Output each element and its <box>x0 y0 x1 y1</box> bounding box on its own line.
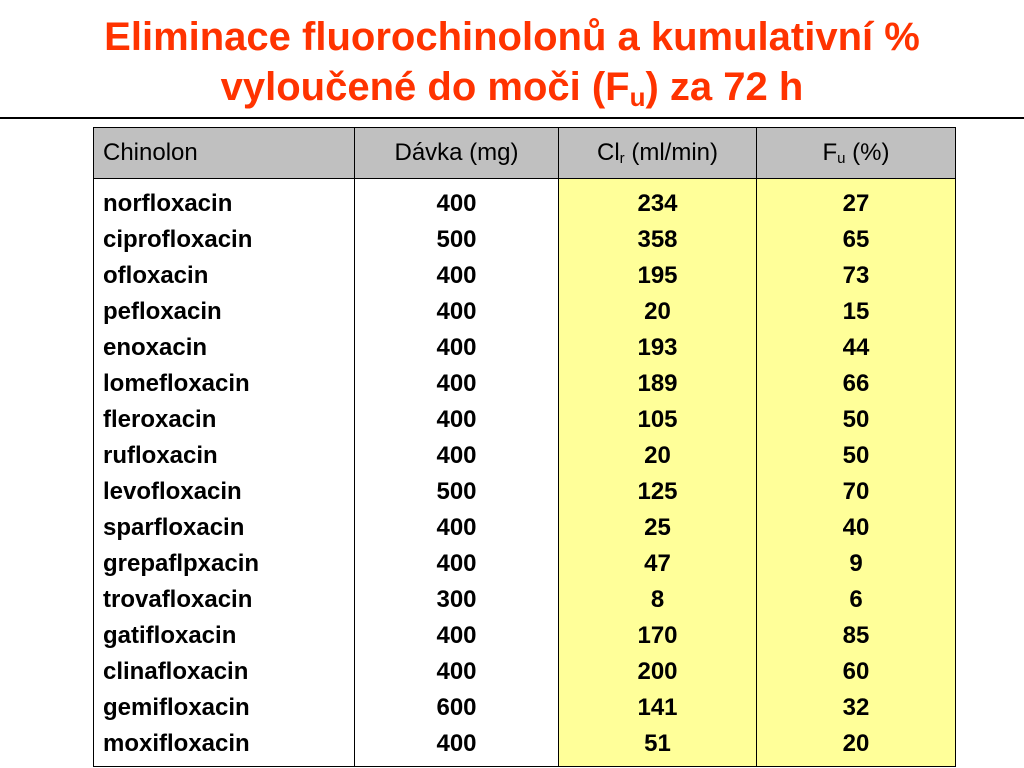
clearance-value: 20 <box>644 298 671 325</box>
title-line-2 <box>0 62 1024 112</box>
fu-value: 40 <box>842 514 870 541</box>
chinolon-name: rufloxacin <box>103 442 218 469</box>
dose-value: 400 <box>436 190 477 217</box>
dose-value: 400 <box>436 550 477 577</box>
fu-value: 66 <box>842 370 870 397</box>
dose-value: 300 <box>436 586 477 613</box>
clearance-value: 20 <box>644 442 671 469</box>
fu-value: 20 <box>842 730 870 757</box>
title-divider <box>0 117 1024 119</box>
dose-value: 400 <box>436 442 477 469</box>
title-line-2-start: vyloučené do moči (F <box>220 65 630 109</box>
clearance-value: 193 <box>637 334 678 361</box>
chinolon-name: sparfloxacin <box>103 514 245 541</box>
chinolon-name: ciprofloxacin <box>103 226 253 253</box>
chinolon-name: fleroxacin <box>103 406 217 433</box>
dose-value: 600 <box>436 694 477 721</box>
title-subscript: u <box>629 82 646 112</box>
dose-value: 400 <box>436 406 477 433</box>
header-fu-unit: (%) <box>845 139 890 166</box>
header-dose: Dávka (mg) <box>355 128 559 179</box>
dose-value: 500 <box>436 478 477 505</box>
clearance-value: 170 <box>637 622 678 649</box>
clearance-value: 234 <box>637 190 678 217</box>
dose-value: 400 <box>436 370 477 397</box>
header-clearance <box>559 128 757 179</box>
header-fu-main: F <box>822 139 838 166</box>
fu-value: 50 <box>842 442 870 469</box>
clearance-value: 25 <box>644 514 671 541</box>
clearance-value: 51 <box>644 730 671 757</box>
chinolon-name: norfloxacin <box>103 190 233 217</box>
fu-value: 65 <box>842 226 870 253</box>
column-clearance-values <box>559 179 757 767</box>
chinolon-name: pefloxacin <box>103 298 222 325</box>
chinolon-name: gatifloxacin <box>103 622 237 649</box>
clearance-value: 195 <box>637 262 678 289</box>
dose-value: 400 <box>436 658 477 685</box>
header-clearance-unit: (ml/min) <box>624 139 718 166</box>
fu-value: 32 <box>842 694 870 721</box>
title-line-2-end: ) za 72 h <box>645 65 804 109</box>
clearance-value: 141 <box>637 694 678 721</box>
table-header <box>94 128 956 179</box>
chinolon-name: lomefloxacin <box>103 370 250 397</box>
chinolon-name: gemifloxacin <box>103 694 250 721</box>
clearance-value: 189 <box>637 370 678 397</box>
dose-value: 400 <box>436 262 477 289</box>
slide-title <box>0 12 1024 112</box>
body-row <box>94 179 956 767</box>
chinolon-name: clinafloxacin <box>103 658 249 685</box>
header-clearance-sub: r <box>619 150 625 167</box>
chinolon-name: grepaflpxacin <box>103 550 260 577</box>
header-chinolon: Chinolon <box>94 128 355 179</box>
dose-value: 400 <box>436 730 477 757</box>
fu-value: 85 <box>842 622 870 649</box>
dose-value: 400 <box>436 514 477 541</box>
chinolon-name: trovafloxacin <box>103 586 253 613</box>
fu-value: 15 <box>842 298 870 325</box>
fu-value: 50 <box>842 406 870 433</box>
chinolon-name: enoxacin <box>103 334 208 361</box>
fu-value: 70 <box>842 478 870 505</box>
fu-value: 60 <box>842 658 870 685</box>
table-body <box>94 179 956 767</box>
fu-value: 44 <box>842 334 870 361</box>
fu-value: 73 <box>842 262 870 289</box>
chinolon-name: levofloxacin <box>103 478 242 505</box>
dose-value: 400 <box>436 334 477 361</box>
clearance-value: 200 <box>637 658 678 685</box>
header-fu <box>757 128 956 179</box>
header-clearance-main: Cl <box>597 139 620 166</box>
column-dose-values <box>355 179 559 767</box>
dose-value: 500 <box>436 226 477 253</box>
header-row <box>94 128 956 179</box>
dose-value: 400 <box>436 298 477 325</box>
chinolon-name: ofloxacin <box>103 262 209 289</box>
clearance-value: 47 <box>644 550 671 577</box>
elimination-table <box>93 127 956 767</box>
column-chinolon-values <box>94 179 355 767</box>
column-fu-values <box>757 179 956 767</box>
dose-value: 400 <box>436 622 477 649</box>
clearance-value: 8 <box>650 586 665 613</box>
clearance-value: 125 <box>637 478 678 505</box>
fu-value: 6 <box>849 586 863 613</box>
fu-value: 9 <box>849 550 863 577</box>
fu-value: 27 <box>842 190 870 217</box>
clearance-value: 105 <box>637 406 678 433</box>
chinolon-name: moxifloxacin <box>103 730 250 757</box>
title-line-1: Eliminace fluorochinolonů a kumulativní % <box>104 15 920 59</box>
header-fu-sub: u <box>837 150 846 167</box>
clearance-value: 358 <box>637 226 678 253</box>
